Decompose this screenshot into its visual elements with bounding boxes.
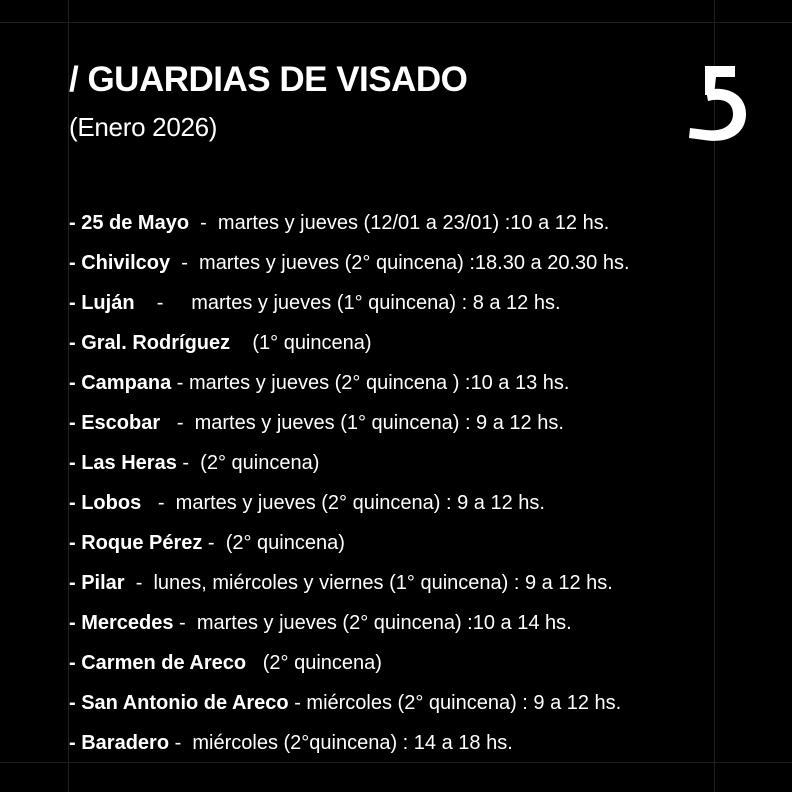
schedule-detail: - martes y jueves (1° quincena) : 8 a 12 hs. [134, 292, 561, 314]
list-item [69, 728, 630, 768]
city-name: Baradero [81, 732, 170, 754]
list-item [69, 368, 630, 408]
schedule-detail: - martes y jueves (2° quincena ) :10 a 13 hs. [171, 372, 570, 394]
list-item [69, 608, 630, 648]
schedule-detail: - miércoles (2°quincena) : 14 a 18 hs. [169, 732, 513, 754]
list-item-bullet: - [69, 492, 82, 514]
list-item [69, 688, 630, 728]
list-item-bullet: - [69, 612, 82, 634]
city-name: Roque Pérez [81, 532, 203, 554]
city-name: Carmen de Areco [81, 652, 247, 674]
grid-line-top [0, 22, 792, 23]
city-name: Mercedes [81, 612, 174, 634]
list-item [69, 528, 630, 568]
list-item-bullet: - [69, 452, 82, 474]
page-subtitle: (Enero 2026) [69, 112, 218, 142]
schedule-detail: (1° quincena) [230, 332, 372, 354]
list-item-bullet: - [69, 292, 82, 314]
list-item [69, 288, 630, 328]
list-item-bullet: - [69, 332, 82, 354]
list-item [69, 408, 630, 448]
schedule-detail: - (2° quincena) [202, 532, 345, 554]
list-item-bullet: - [69, 732, 82, 754]
city-name: Las Heras [81, 452, 177, 474]
list-item-bullet: - [69, 532, 82, 554]
five-logo-icon [686, 62, 746, 144]
schedule-detail: - martes y jueves (1° quincena) : 9 a 12 hs. [160, 412, 564, 434]
city-name: 25 de Mayo [81, 212, 190, 234]
city-name: Lobos [81, 492, 142, 514]
city-name: Chivilcoy [81, 252, 171, 274]
page-title: / GUARDIAS DE VISADO [69, 60, 468, 99]
list-item [69, 328, 630, 368]
list-item-bullet: - [69, 412, 82, 434]
schedule-detail: - lunes, miércoles y viernes (1° quincena) : 9 a 12 hs. [124, 572, 613, 594]
city-name: San Antonio de Areco [81, 692, 289, 714]
list-item-bullet: - [69, 252, 82, 274]
list-item-bullet: - [69, 692, 82, 714]
schedule-detail: - (2° quincena) [176, 452, 320, 474]
schedule-list [69, 208, 630, 768]
city-name: Pilar [81, 572, 125, 594]
list-item-bullet: - [69, 212, 82, 234]
list-item-bullet: - [69, 652, 82, 674]
list-item-bullet: - [69, 372, 82, 394]
list-item [69, 208, 630, 248]
schedule-detail: - martes y jueves (12/01 a 23/01) :10 a 12 hs. [189, 212, 610, 234]
list-item-bullet: - [69, 572, 82, 594]
schedule-detail: - martes y jueves (2° quincena) :10 a 14 hs. [173, 612, 572, 634]
city-name: Escobar [81, 412, 161, 434]
schedule-detail: - martes y jueves (2° quincena) : 9 a 12 hs. [141, 492, 545, 514]
list-item [69, 248, 630, 288]
city-name: Luján [81, 292, 135, 314]
list-item [69, 448, 630, 488]
schedule-detail: (2° quincena) [246, 652, 382, 674]
list-item [69, 488, 630, 528]
schedule-detail: - martes y jueves (2° quincena) :18.30 a 20.30 hs. [170, 252, 630, 274]
city-name: Campana [81, 372, 172, 394]
city-name: Gral. Rodríguez [81, 332, 231, 354]
schedule-detail: - miércoles (2° quincena) : 9 a 12 hs. [288, 692, 622, 714]
list-item [69, 568, 630, 608]
list-item [69, 648, 630, 688]
